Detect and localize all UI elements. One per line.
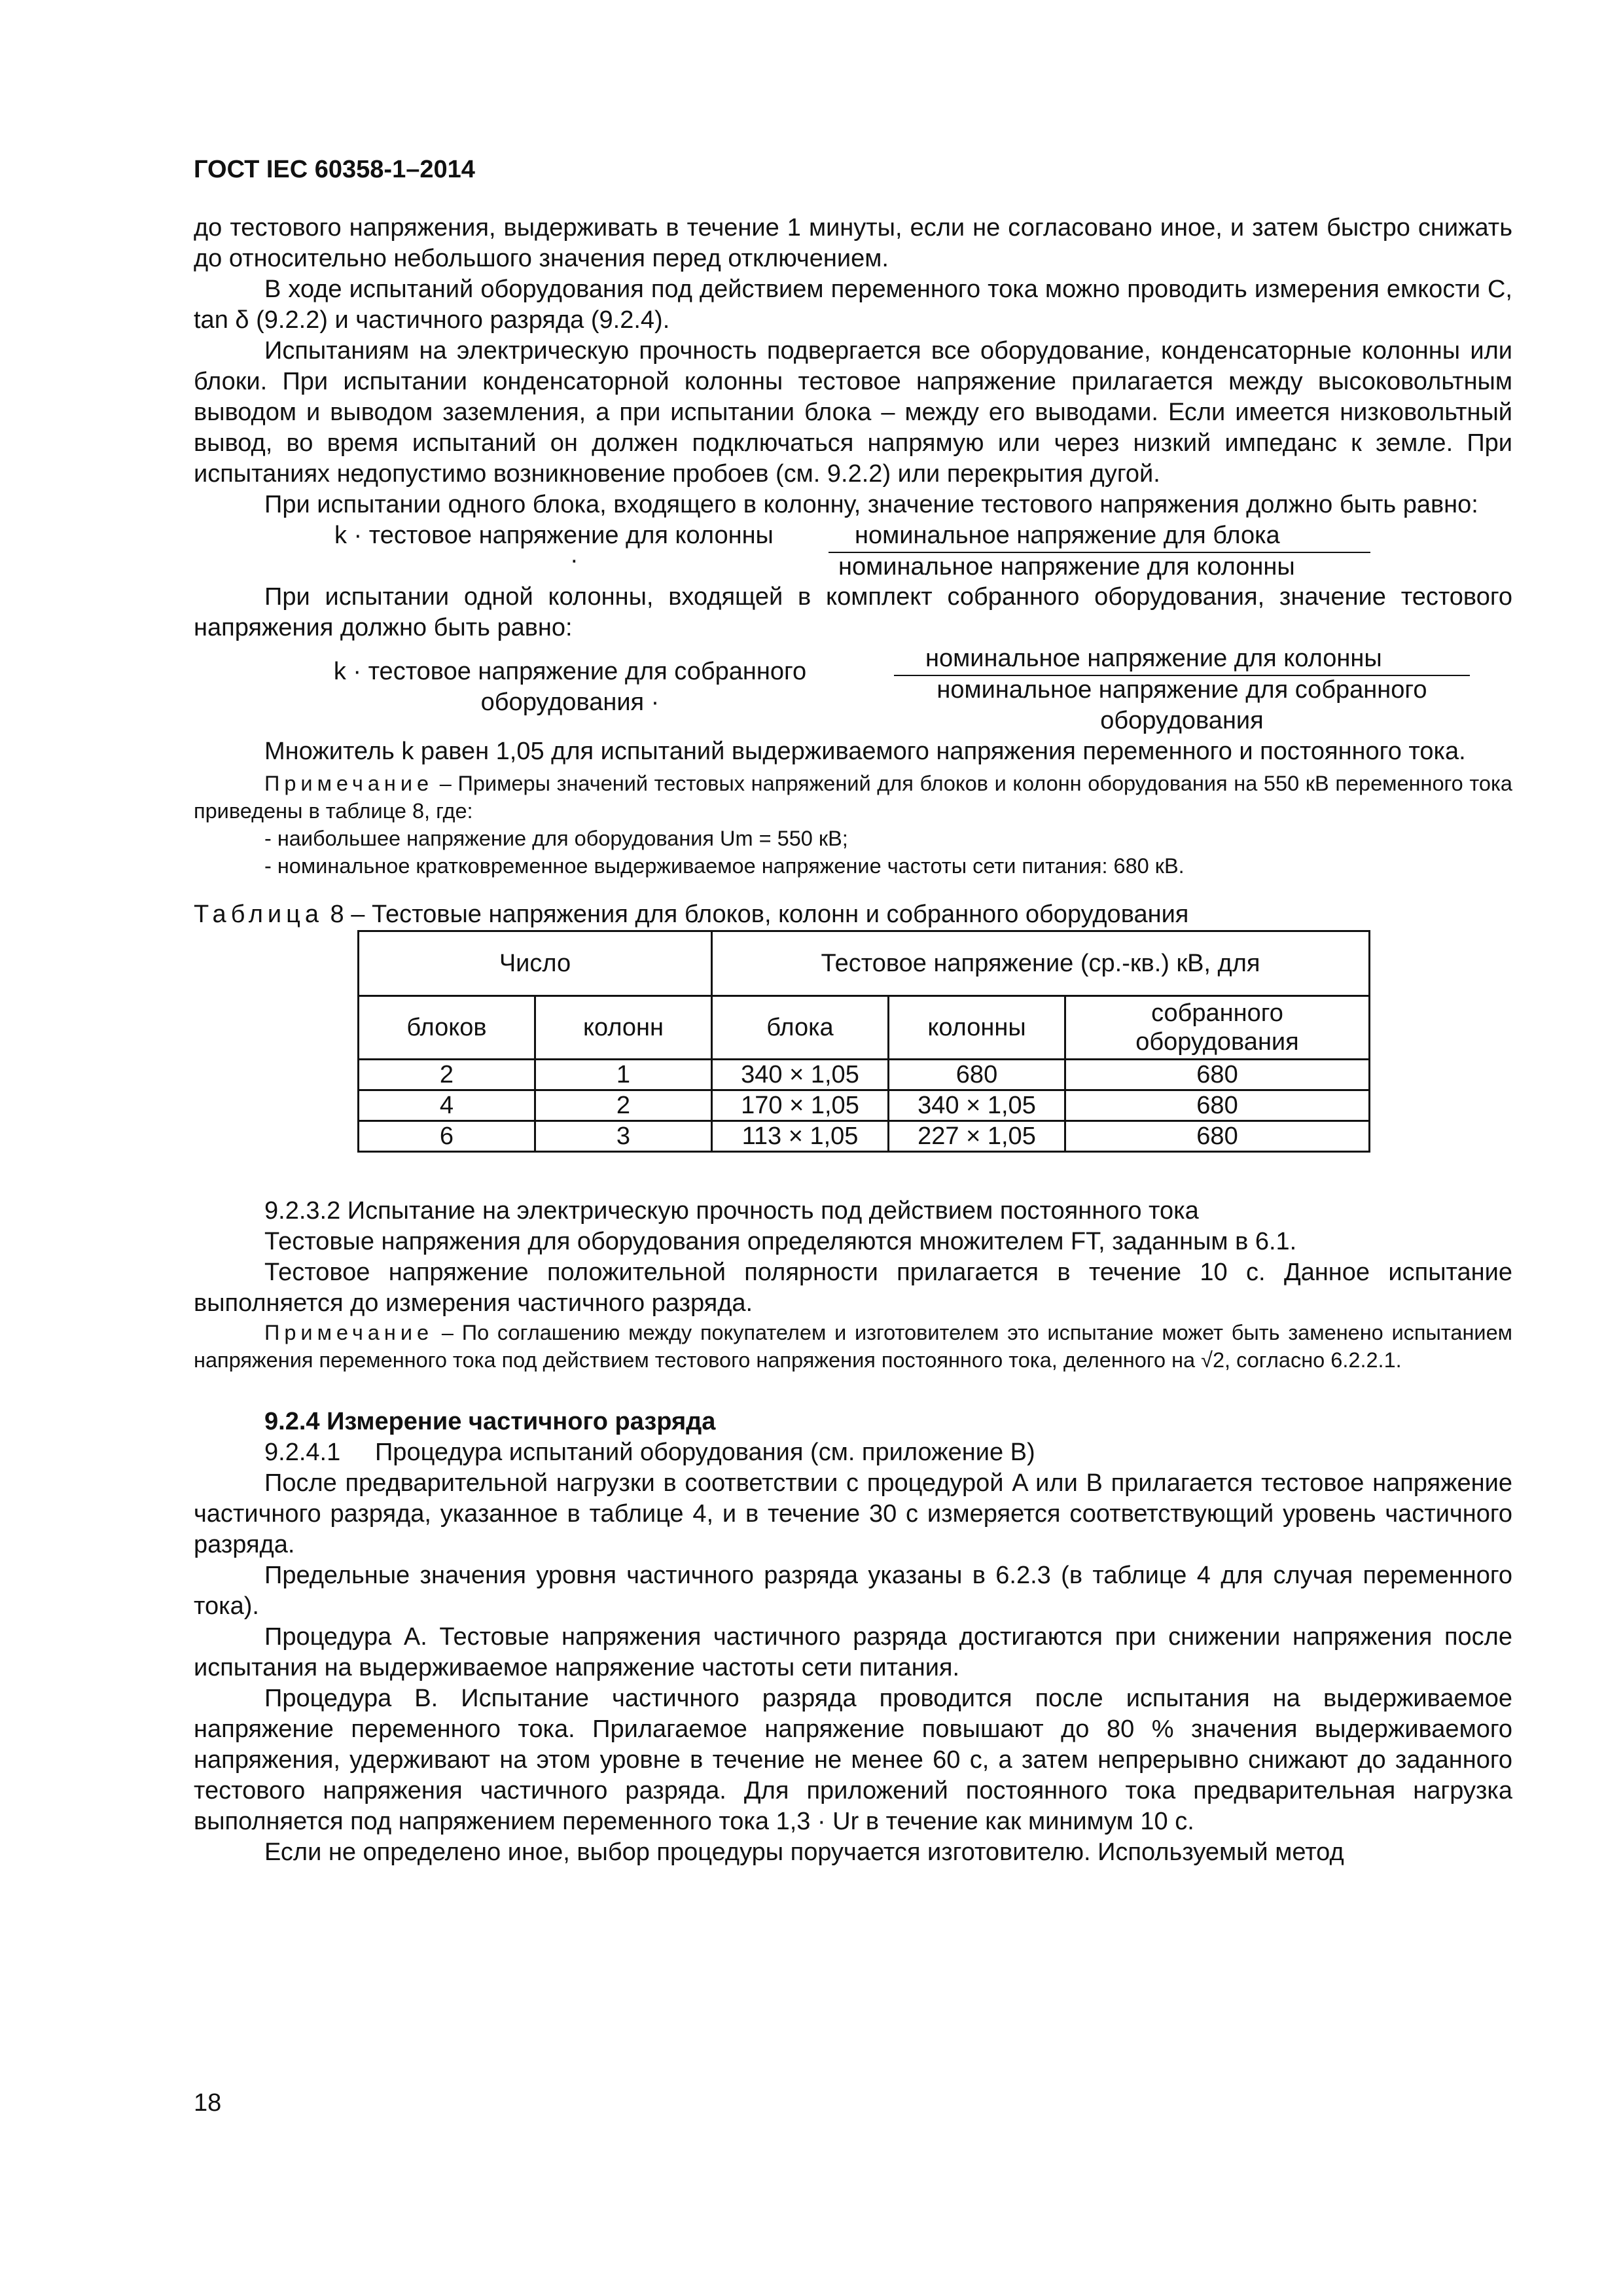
table-8 [357, 930, 1370, 1153]
paragraph: Испытаниям на электрическую прочность подвергается все оборудование, конденсаторные колонны или блоки. При испытании конденсаторной колонны тестовое напряжение прилагается между высоковольтным выводом и выводом заземления, а при испытании блока – между его выводами. Если имеется низковольтный вывод, во время испытаний он должен подключаться напрямую или через низкий импеданс к земле. При испытаниях недопустимо возникновение пробоев (см. 9.2.2) или перекрытия дугой. [194, 337, 1512, 488]
paragraph: При испытании одного блока, входящего в колонну, значение тестового напряжения должно быть равно: [264, 491, 1478, 518]
document-header: ГОСТ IEC 60358-1–2014 [194, 156, 475, 183]
table-header-cell: Число [359, 931, 712, 996]
table-cell: 680 [889, 1060, 1065, 1090]
table-cell: 170 × 1,05 [712, 1090, 889, 1121]
note [194, 770, 1512, 880]
formula-dot: · [570, 547, 579, 574]
formula-left: k · тестовое напряжение для собранного оборудования · [333, 658, 807, 716]
formula-block-unit [194, 520, 1512, 582]
table-header-cell: колонн [535, 996, 712, 1060]
table-cell: 6 [359, 1121, 535, 1152]
table-header-cell: собранного оборудования [1065, 996, 1370, 1060]
table-header-cell: блоков [359, 996, 535, 1060]
table-cell: 2 [535, 1090, 712, 1121]
formula-denominator: номинальное напряжение для собранного оборудования [936, 676, 1427, 734]
paragraph: Процедура B. Испытание частичного разряда проводится после испытания на выдерживаемое напряжение переменного тока. Прилагаемое напряжение повышают до 80 % значения выдерживаемого напряжения, удерживают на этом уровне в течение не менее 60 с, а затем непрерывно снижают до заданного тестового напряжения частичного разряда. Для приложений постоянного тока предварительная нагрузка выполняется под напряжением переменного тока 1,3 · Ur в течение как минимум 10 с. [194, 1685, 1512, 1835]
note-item: - наибольшее напряжение для оборудования Um = 550 кВ; [264, 827, 848, 850]
table-header-cell: блока [712, 996, 889, 1060]
note-text: – Примеры значений тестовых напряжений для блоков и колонн оборудования на 550 кВ переменного тока приведены в таблице 8, где: [194, 772, 1512, 823]
paragraph: до тестового напряжения, выдерживать в течение 1 минуты, если не согласовано иное, и затем быстро снижать до относительно небольшого значения перед отключением. [194, 214, 1512, 272]
table-row [359, 1090, 1370, 1121]
paragraph: При испытании одной колонны, входящей в комплект собранного оборудования, значение тестового напряжения должно быть равно: [194, 583, 1512, 641]
table-cell: 227 × 1,05 [889, 1121, 1065, 1152]
table-cell: 3 [535, 1121, 712, 1152]
table-header-row [359, 931, 1370, 996]
table-cell: 680 [1065, 1060, 1370, 1090]
paragraph: Если не определено иное, выбор процедуры поручается изготовителю. Используемый метод [264, 1839, 1344, 1866]
formula-column-in-assembly [194, 643, 1512, 736]
formula-left: k · тестовое напряжение для колонны [334, 522, 774, 549]
table-caption [194, 899, 1512, 930]
note-label: Примечание [264, 772, 434, 795]
table-cell: 113 × 1,05 [712, 1121, 889, 1152]
subsection-heading: 9.2.4.1 Процедура испытаний оборудования (см. приложение B) [264, 1439, 1035, 1466]
document-body [194, 213, 1512, 1868]
paragraph: После предварительной нагрузки в соответствии с процедурой A или B прилагается тестовое напряжение частичного разряда, указанное в таблице 4, и в течение 30 с измеряется соответствующий уровень частичного разряда. [194, 1469, 1512, 1558]
table-cell: 1 [535, 1060, 712, 1090]
paragraph: В ходе испытаний оборудования под действием переменного тока можно проводить измерения емкости C, tan δ (9.2.2) и частичного разряда (9.2.4). [194, 276, 1512, 334]
table-row [359, 1060, 1370, 1090]
paragraph: Множитель k равен 1,05 для испытаний выдерживаемого напряжения переменного и постоянного тока. [264, 738, 1466, 765]
paragraph: Процедура A. Тестовые напряжения частичного разряда достигаются при снижении напряжения после испытания на выдерживаемое напряжение частоты сети питания. [194, 1623, 1512, 1681]
note-text: – По соглашению между покупателем и изготовителем это испытание может быть заменено испытанием напряжения переменного тока под действием тестового напряжения постоянного тока, деленного на √2, согласно 6.2.2.1. [194, 1321, 1512, 1372]
formula-numerator: номинальное напряжение для блока [855, 522, 1280, 549]
table-header-cell: колонны [889, 996, 1065, 1060]
table-cell: 680 [1065, 1090, 1370, 1121]
table-cell: 340 × 1,05 [712, 1060, 889, 1090]
table-cell: 4 [359, 1090, 535, 1121]
table-cell: 680 [1065, 1121, 1370, 1152]
formula-numerator: номинальное напряжение для колонны [925, 645, 1382, 672]
table-caption-label: Таблица [194, 901, 323, 928]
section-heading: 9.2.4 Измерение частичного разряда [264, 1408, 716, 1435]
note-item: - номинальное кратковременное выдерживаемое напряжение частоты сети питания: 680 кВ. [264, 854, 1185, 878]
table-header-row [359, 996, 1370, 1060]
page-number: 18 [194, 2089, 222, 2117]
formula-denominator: номинальное напряжение для колонны [838, 553, 1295, 581]
table-cell: 2 [359, 1060, 535, 1090]
paragraph: Тестовое напряжение положительной полярности прилагается в течение 10 с. Данное испытание выполняется до измерения частичного разряда. [194, 1259, 1512, 1317]
table-cell: 340 × 1,05 [889, 1090, 1065, 1121]
note-label: Примечание [264, 1321, 434, 1344]
table-caption-text: 8 – Тестовые напряжения для блоков, колонн и собранного оборудования [323, 901, 1189, 928]
paragraph: Предельные значения уровня частичного разряда указаны в 6.2.3 (в таблице 4 для случая переменного тока). [194, 1562, 1512, 1620]
table-header-cell: Тестовое напряжение (ср.-кв.) кВ, для [712, 931, 1370, 996]
table-row [359, 1121, 1370, 1152]
section-heading: 9.2.3.2 Испытание на электрическую прочность под действием постоянного тока [264, 1197, 1199, 1225]
note [194, 1319, 1512, 1374]
paragraph: Тестовые напряжения для оборудования определяются множителем FT, заданным в 6.1. [264, 1228, 1297, 1255]
